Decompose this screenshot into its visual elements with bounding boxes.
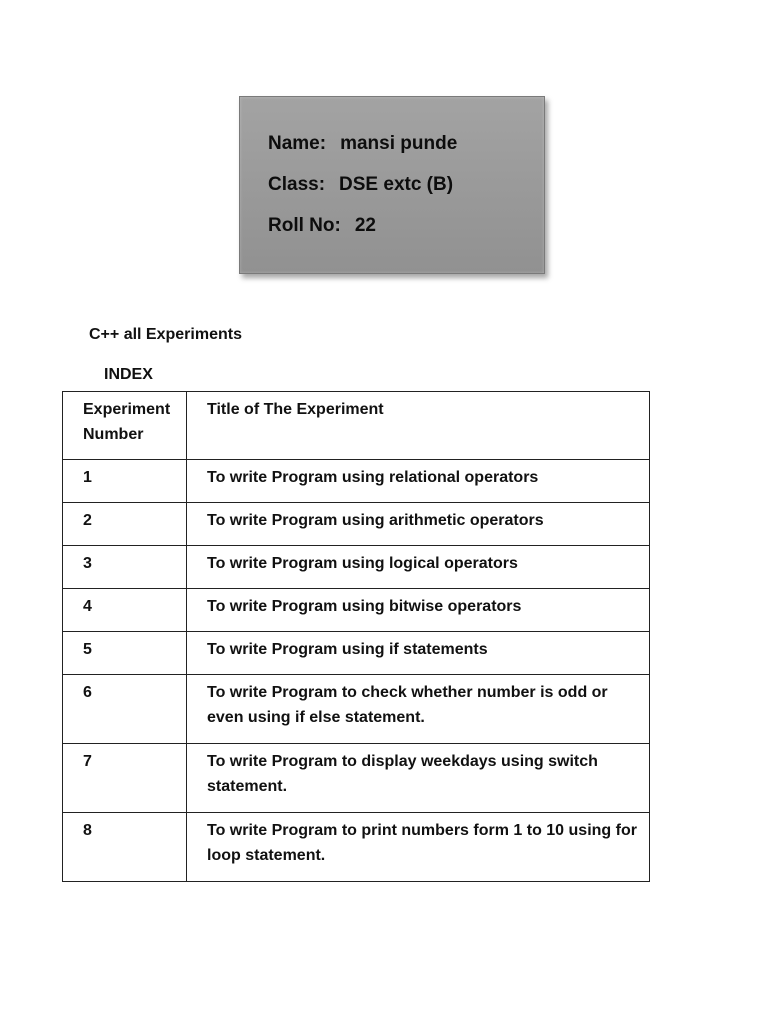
experiment-number: 6 (63, 675, 187, 744)
class-line (268, 174, 453, 196)
table-row (63, 632, 650, 675)
experiment-index-table (62, 391, 650, 882)
experiment-title: To write Program to check whether number is odd or even using if else statement. (187, 675, 650, 744)
experiment-title: To write Program using bitwise operators (187, 589, 650, 632)
experiment-title: To write Program using logical operators (187, 546, 650, 589)
experiment-number: 7 (63, 744, 187, 813)
name-line (268, 133, 457, 155)
table-row (63, 675, 650, 744)
roll-line (268, 215, 376, 237)
name-value: mansi punde (340, 133, 458, 154)
experiment-number: 8 (63, 813, 187, 882)
experiment-title: To write Program to display weekdays using switch statement. (187, 744, 650, 813)
student-info-box (239, 96, 545, 274)
table-row (63, 503, 650, 546)
table-header-row (63, 392, 650, 460)
roll-label: Roll No: (268, 215, 341, 236)
table-row (63, 813, 650, 882)
roll-value: 22 (354, 215, 376, 236)
header-experiment-number: Experiment Number (63, 392, 187, 460)
table-row (63, 744, 650, 813)
header-experiment-title: Title of The Experiment (187, 392, 650, 460)
experiment-number: 3 (63, 546, 187, 589)
name-label: Name: (268, 133, 327, 154)
table-row (63, 546, 650, 589)
page-heading: C++ all Experiments (89, 326, 242, 343)
experiment-number: 5 (63, 632, 187, 675)
experiment-title: To write Program using arithmetic operators (187, 503, 650, 546)
experiment-number: 1 (63, 460, 187, 503)
experiment-title: To write Program using relational operators (187, 460, 650, 503)
index-label: INDEX (104, 366, 153, 383)
class-label: Class: (268, 174, 326, 195)
table-row (63, 460, 650, 503)
experiment-number: 2 (63, 503, 187, 546)
table-row (63, 589, 650, 632)
experiment-title: To write Program to print numbers form 1 to 10 using for loop statement. (187, 813, 650, 882)
class-value: DSE extc (B) (339, 174, 454, 195)
experiment-number: 4 (63, 589, 187, 632)
experiment-title: To write Program using if statements (187, 632, 650, 675)
